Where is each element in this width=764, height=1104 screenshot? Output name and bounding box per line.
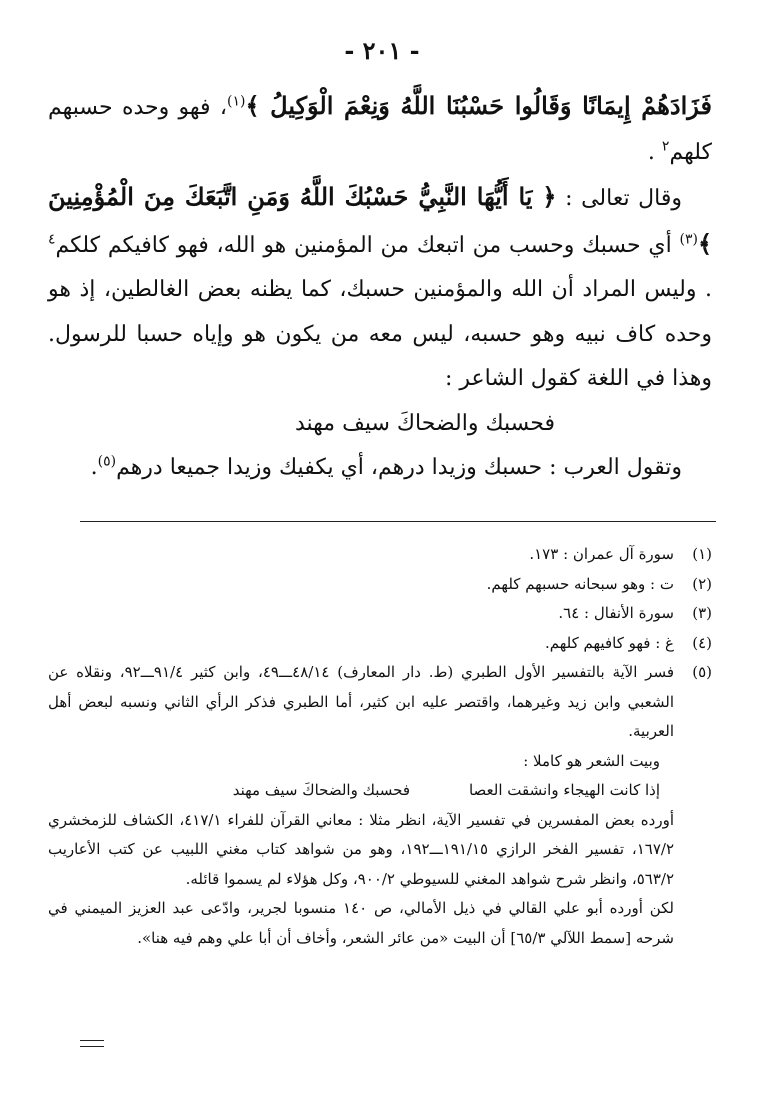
footnote-5-para-3: أورده بعض المفسرين في تفسير الآية، انظر مثلا : معاني القرآن للفراء ٤١٧/١، الكشاف للزمخشري ١٦٧/٢، تفسير الفخر الرازي ١٩١/١٥ـــ١٩٢، وهو من شواهد كتاب مغني اللبيب عن كتب الأعاريب ٥٦٣/٢، وانظر شرح شواهد المغني للسيوطي ٩٠٠/٢، وكل هؤلاء لم يسموا قائله. xyxy=(48,810,674,888)
footnote-number: (٣) xyxy=(692,604,712,622)
footnote-text xyxy=(48,658,674,953)
footnote-number: (٢) xyxy=(692,574,712,593)
footnote-ref-3: (٣) xyxy=(679,231,698,248)
verse-bracket-close: ﴾ xyxy=(245,91,260,120)
verse-bracket-open: ﴿ xyxy=(542,182,557,211)
paragraph-3 xyxy=(48,446,712,491)
footnote-5-para-4: لكن أورده أبو علي القالي في ذيل الأمالي، ص ١٤٠ منسوبا لجرير، وادّعى عبد العزيز الميمني في شرحه [سمط اللآلي ٦٥/٣] أن البيت «من عائر الشعر، وأخاف أن أبا علي وهم فيه هنا». xyxy=(48,899,674,947)
hemistich-2: فحسبك والضحاكَ سيف مهند xyxy=(232,781,410,799)
end-mark xyxy=(80,1040,104,1047)
paragraph-2 xyxy=(48,175,712,402)
footnote-number: (٥) xyxy=(692,663,712,681)
footnote-text: غ : فهو كافيهم كلهم. xyxy=(545,633,674,652)
paragraph-2-text: أي حسبك وحسب من اتبعك من المؤمنين هو الله، فهو كافيكم كلكم xyxy=(55,232,680,258)
footnote-number: (٤) xyxy=(692,633,712,652)
verse-bracket-close: ﴾ xyxy=(697,228,712,258)
footnote-ref-2: ٢ xyxy=(661,138,670,155)
footnote-text: ت : وهو سبحانه حسبهم كلهم. xyxy=(486,574,674,593)
poem-line: فحسبك والضحاكَ سيف مهند xyxy=(294,410,555,436)
paragraph-2-text-cont: . وليس المراد أن الله والمؤمنين حسبك، كما يظنه بعض الغالطين، إذ هو وحده كاف نبيه وهو حسبه، ليس معه من يكون هو وإياه حسبا للرسول. وهذا في اللغة كقول الشاعر : xyxy=(48,277,712,391)
footnote-text: سورة الأنفال : ٦٤. xyxy=(558,604,674,622)
footnote-separator xyxy=(80,521,716,522)
footnote-ref-4: ٤ xyxy=(48,231,56,248)
hemistich-1: إذا كانت الهيجاء وانشقت العصا xyxy=(468,781,660,799)
verse-text: فَزَادَهُمْ إِيمَانًا وَقَالُوا حَسْبُنَا اللَّهُ وَنِعْمَ الْوَكِيلُ xyxy=(270,91,713,120)
footnote-3 xyxy=(48,599,712,629)
footnote-ref-1: (١) xyxy=(226,93,246,110)
paragraph-2-lead: وقال تعالى : xyxy=(556,186,682,211)
footnote-ref-5: (٥) xyxy=(97,453,117,470)
paragraph-3-text: وتقول العرب : حسبك وزيدا درهم، أي يكفيك وزيدا جميعا درهم xyxy=(116,455,682,480)
footnote-4 xyxy=(48,629,712,659)
verse-text: يَا أَيُّهَا النَّبِيُّ حَسْبُكَ اللَّهُ وَمَنِ اتَّبَعَكَ مِنَ الْمُؤْمِنِينَ xyxy=(48,182,543,211)
footnote-5-para-1: فسر الآية بالتفسير الأول الطبري (ط. دار المعارف) ٤٨/١٤ـــ٤٩، وابن كثير ٩١/٤ـــ٩٢، ونقلاه عن الشعبي وابن زيد وغيرهما، واقتصر عليه ابن كثير، أما الطبري فذكر الرأي الثاني ونسبه لبعض أهل العربية. xyxy=(48,663,675,740)
paragraph-3-end: . xyxy=(90,455,98,480)
paragraph-1-end: . xyxy=(647,139,662,165)
footnote-text: سورة آل عمران : ١٧٣. xyxy=(529,545,674,563)
footnote-1 xyxy=(48,540,712,570)
paragraph-1-text: ، فهو وحده حسبهم كلهم xyxy=(48,95,712,165)
footnote-number: (١) xyxy=(692,545,712,563)
footnotes xyxy=(48,540,712,953)
footnote-5 xyxy=(48,658,712,953)
main-text xyxy=(48,84,712,491)
footnote-2 xyxy=(48,570,712,600)
footnote-5-para-2: وبيت الشعر هو كاملا : xyxy=(523,751,660,770)
quran-verse-1 xyxy=(245,91,712,120)
page-number: - ٢٠١ - xyxy=(344,36,420,65)
poem-couplet xyxy=(48,776,674,806)
paragraph-1 xyxy=(48,84,712,175)
